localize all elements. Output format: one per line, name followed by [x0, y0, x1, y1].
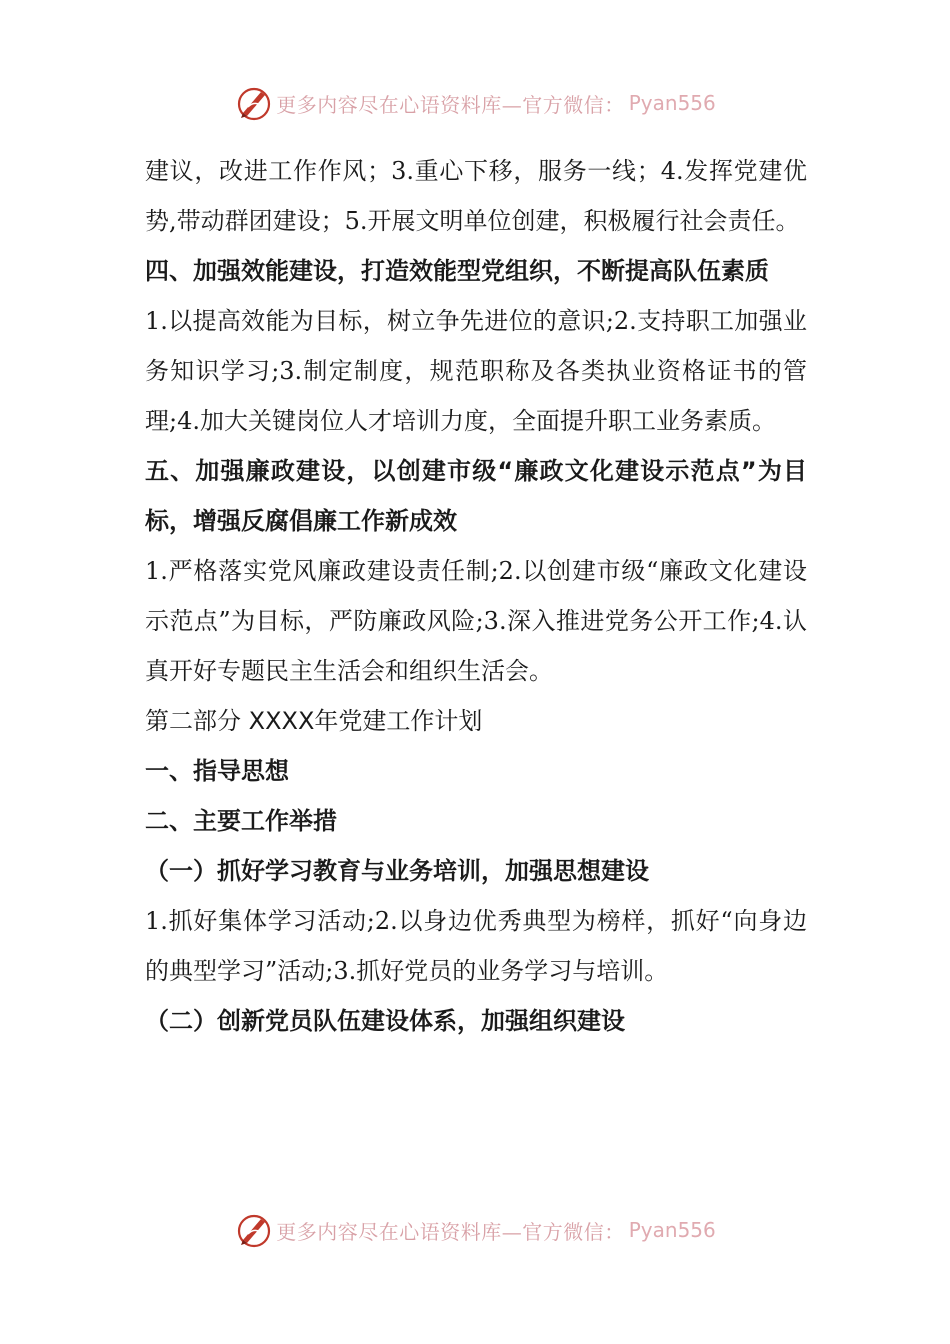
section-heading: 五、加强廉政建设，以创建市级“廉政文化建设示范点”为目标，增强反腐倡廉工作新成效 — [145, 457, 807, 535]
part-title: 第二部分 XXXX年党建工作计划 — [145, 707, 483, 735]
subsection-heading: （二）创新党员队伍建设体系，加强组织建设 — [145, 1007, 625, 1035]
section-heading: 二、主要工作举措 — [145, 807, 337, 835]
document-body — [145, 146, 807, 1046]
footer-watermark — [0, 1205, 950, 1255]
paragraph: 1.以提高效能为目标，树立争先进位的意识;2.支持职工加强业务知识学习;3.制定制度，规范职称及各类执业资格证书的管理;4.加大关键岗位人才培训力度，全面提升职工业务素质。 — [145, 307, 807, 435]
header-text: 更多内容尽在心语资料库—官方微信： — [276, 92, 625, 117]
footer-text: 更多内容尽在心语资料库—官方微信： — [276, 1219, 625, 1244]
section-heading: 四、加强效能建设，打造效能型党组织，不断提高队伍素质 — [145, 257, 769, 285]
header-handle: Pyan556 — [628, 91, 716, 115]
pen-seal-logo-icon — [234, 1210, 274, 1250]
pen-seal-logo-icon — [234, 83, 274, 123]
section-heading: 一、指导思想 — [145, 757, 289, 785]
header-watermark — [0, 78, 950, 128]
paragraph: 1.严格落实党风廉政建设责任制;2.以创建市级“廉政文化建设示范点”为目标，严防廉政风险;3.深入推进党务公开工作;4.认真开好专题民主生活会和组织生活会。 — [145, 557, 807, 685]
paragraph: 建议，改进工作作风；3.重心下移，服务一线；4.发挥党建优势,带动群团建设；5.开展文明单位创建，积极履行社会责任。 — [145, 157, 807, 235]
paragraph: 1.抓好集体学习活动;2.以身边优秀典型为榜样，抓好“向身边的典型学习”活动;3.抓好党员的业务学习与培训。 — [145, 907, 807, 985]
footer-handle: Pyan556 — [628, 1218, 716, 1242]
subsection-heading: （一）抓好学习教育与业务培训，加强思想建设 — [145, 857, 649, 885]
